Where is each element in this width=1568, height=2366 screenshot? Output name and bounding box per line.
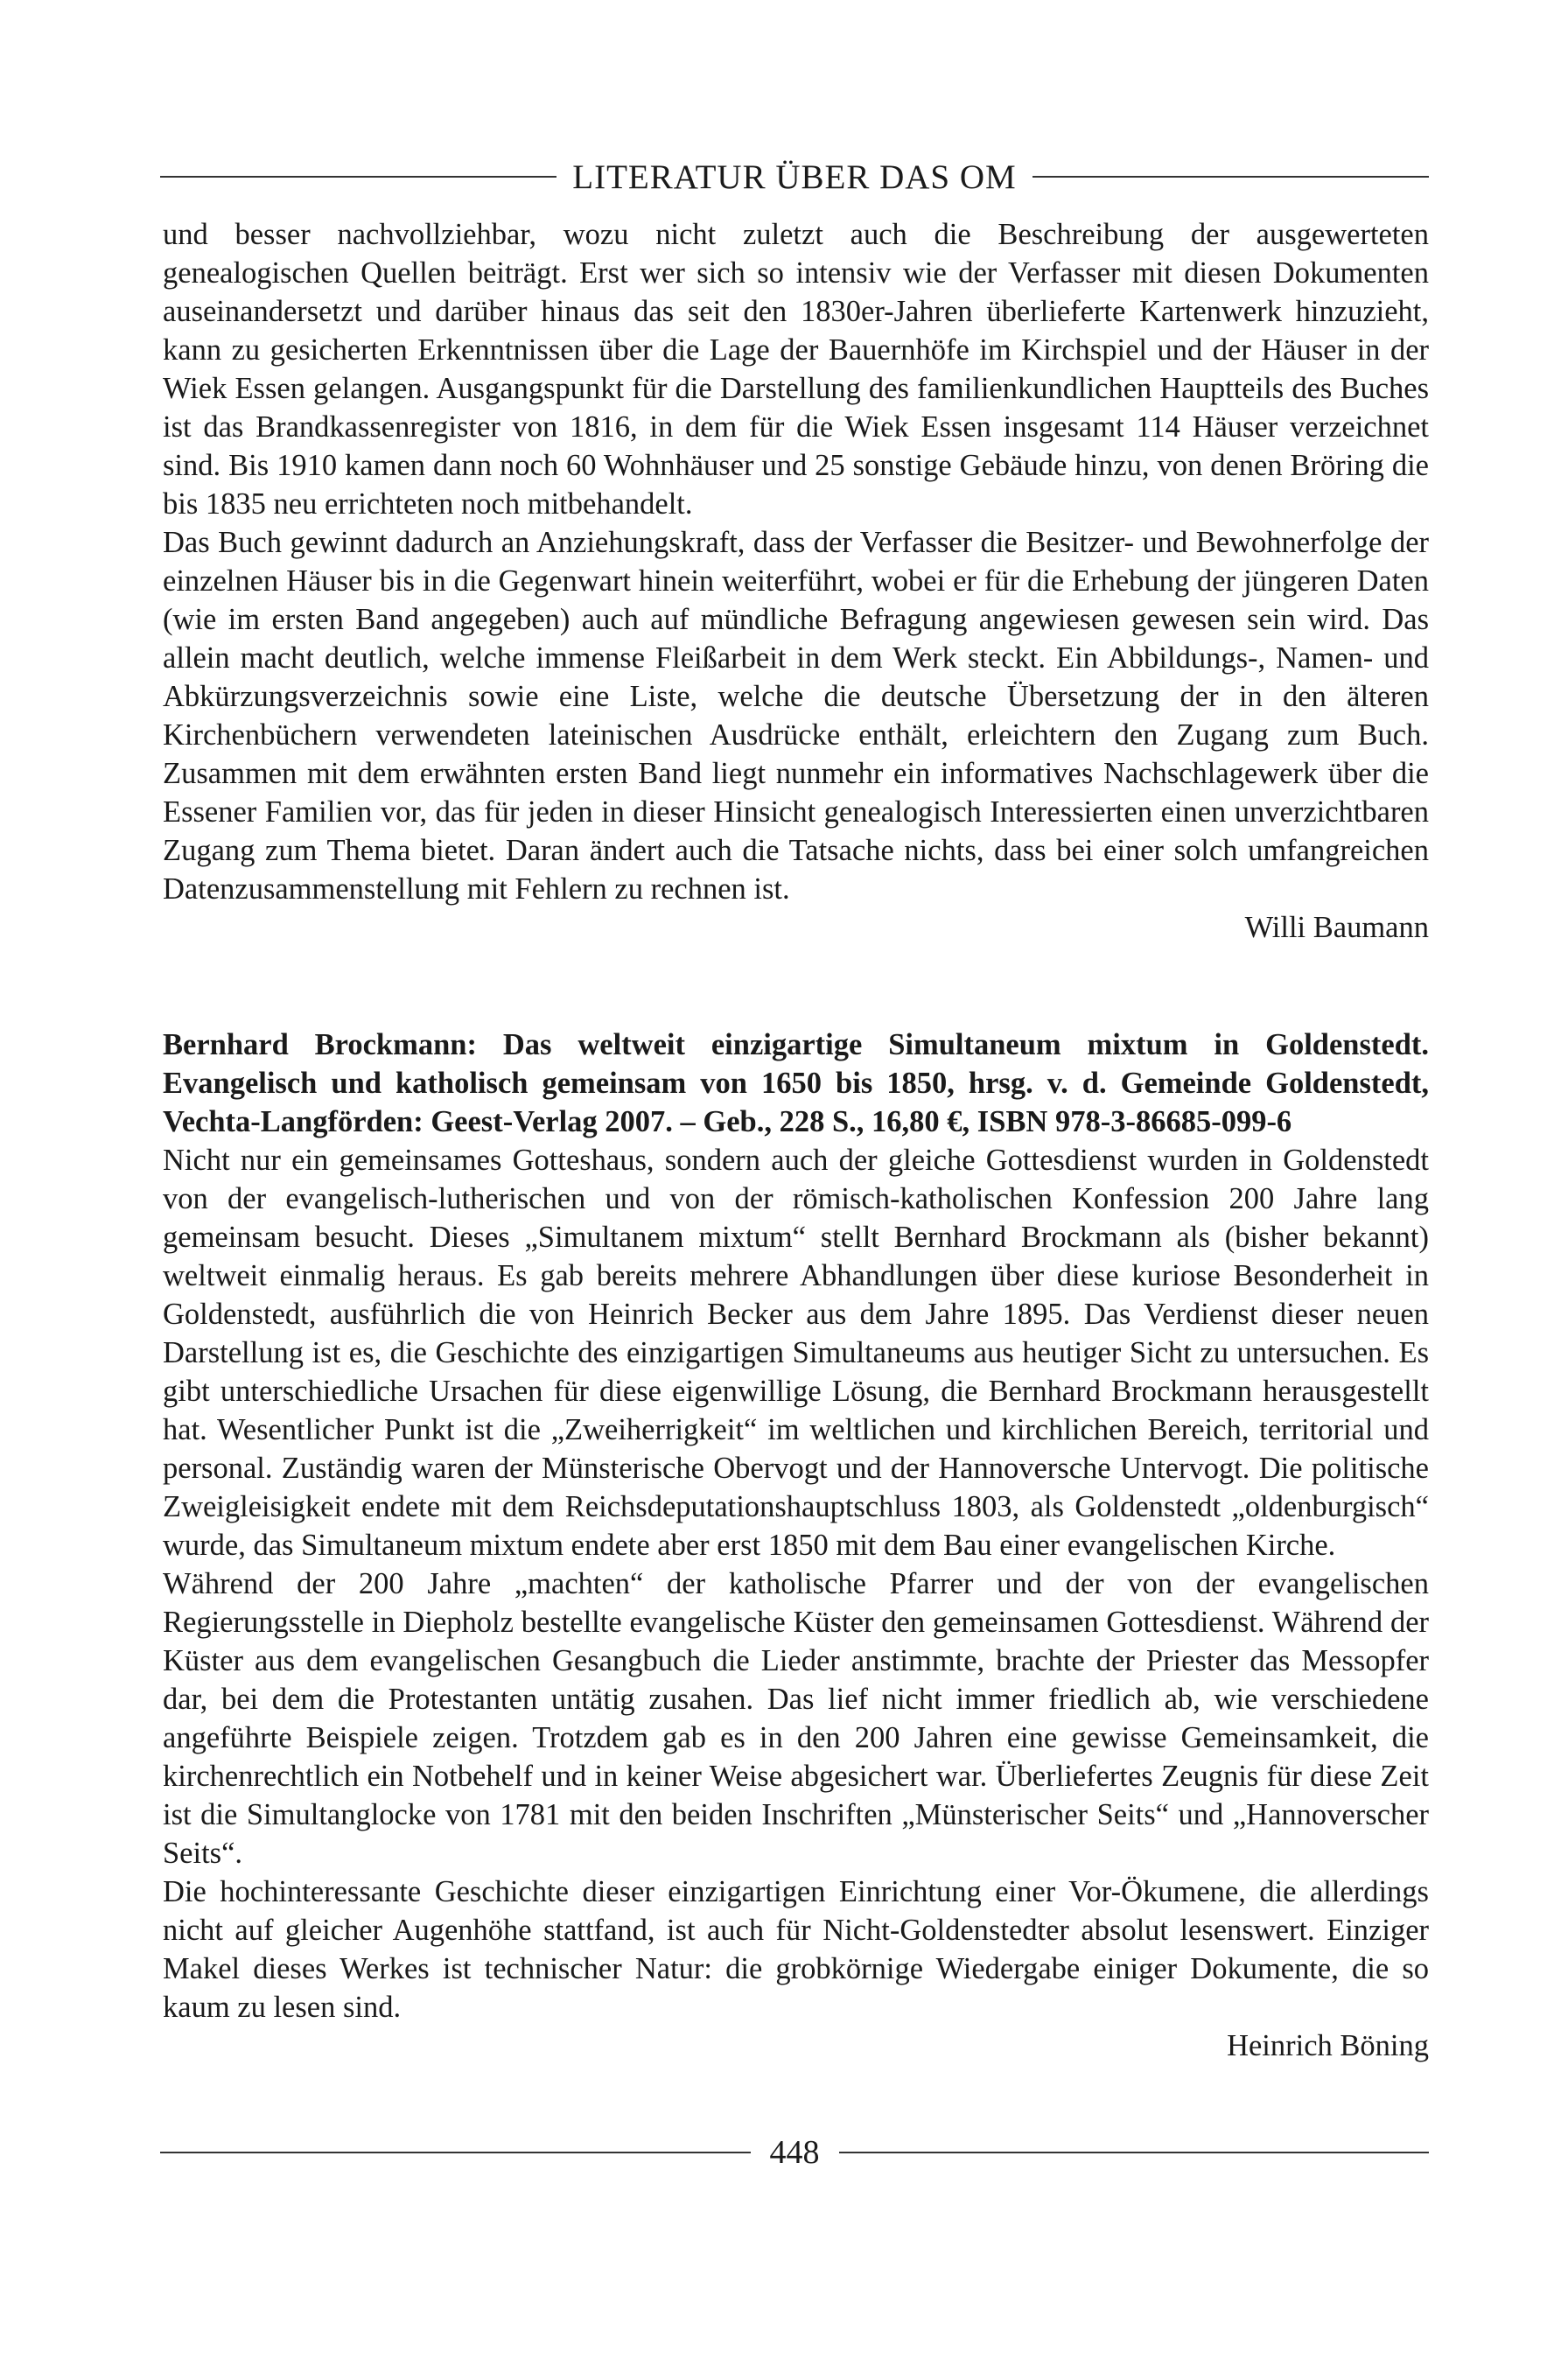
running-header-title: LITERATUR ÜBER DAS OM — [572, 158, 1017, 196]
header-rule-right — [1032, 176, 1429, 178]
review1-paragraph: und besser nachvollziehbar, wozu nicht zuletzt auch die Beschreibung der ausgewerteten genealogischen Quellen beiträgt. Erst wer sich so intensiv wie der Verfasser mit diesen Dokumenten auseinandersetzt und darüber hinaus das seit den 1830er-Jahren überlieferte Kartenwerk hinzuzieht, kann zu gesicherten Erkenntnissen über die Lage der Bauernhöfe im Kirchspiel und der Häuser in der Wiek Essen gelangen. Ausgangspunkt für die Darstellung des familienkundlichen Hauptteils des Buches ist das Brandkassenregister von 1816, in dem für die Wiek Essen insgesamt 114 Häuser verzeichnet sind. Bis 1910 kamen dann noch 60 Wohnhäuser und 25 sonstige Gebäude hinzu, von denen Bröring die bis 1835 neu errichteten noch mitbehandelt. — [163, 218, 1429, 521]
review1-paragraph: Das Buch gewinnt dadurch an Anziehungskraft, dass der Verfasser die Besitzer- und Bewohnerfolge der einzelnen Häuser bis in die Gegenwart hinein weiterführt, wobei er für die Erhebung der jüngeren Daten (wie im ersten Band angegeben) auch auf mündliche Befragung angewiesen gewesen sein wird. Das allein macht deutlich, welche immense Fleißarbeit in dem Werk steckt. Ein Abbildungs-, Namen- und Abkürzungsverzeichnis sowie eine Liste, welche die deutsche Übersetzung der in den älteren Kirchenbüchern verwendeten lateinischen Ausdrücke enthält, erleichtern den Zugang zum Buch. Zusammen mit dem erwähnten ersten Band liegt nunmehr ein informatives Nachschlagewerk über die Essener Familien vor, das für jeden in dieser Hinsicht genealogisch Interessierten einen unverzichtbaren Zugang zum Thema bietet. Daran ändert auch die Tatsache nichts, dass bei einer solch umfangreichen Datenzusammenstellung mit Fehlern zu rechnen ist. — [163, 526, 1429, 906]
review2-paragraph: Die hochinteressante Geschichte dieser einzigartigen Einrichtung einer Vor-Ökumene, die allerdings nicht auf gleicher Augenhöhe stattfand, ist auch für Nicht-Goldenstedter absolut lesenswert. Einziger Makel dieses Werkes ist technischer Natur: die grobkörnige Wiedergabe einiger Dokumente, die so kaum zu lesen sind. — [163, 1875, 1429, 2024]
header-rule-left — [160, 176, 556, 178]
page-footer — [160, 2128, 1429, 2177]
running-header — [160, 154, 1429, 200]
page-number: 448 — [769, 2134, 820, 2171]
review2-bibliographic-heading: Bernhard Brockmann: Das weltweit einzigartige Simultaneum mixtum in Goldenstedt. Evangelisch und katholisch gemeinsam von 1650 bis 1850, hrsg. v. d. Gemeinde Goldenstedt, Vechta-Langförden: Geest-Verlag 2007. – Geb., 228 S., 16,80 €, ISBN 978-3-86685-099-6 — [163, 1028, 1429, 1138]
footer-rule-left — [160, 2152, 751, 2153]
review2-paragraph: Während der 200 Jahre „machten“ der katholische Pfarrer und der von der evangelischen Regierungsstelle in Diepholz bestellte evangelische Küster den gemeinsamen Gottesdienst. Während der Küster aus dem evangelischen Gesangbuch die Lieder anstimmte, brachte der Priester das Messopfer dar, bei dem die Protestanten untätig zusahen. Das lief nicht immer friedlich ab, wie verschiedene angeführte Beispiele zeigen. Trotzdem gab es in den 200 Jahren eine gewisse Gemeinsamkeit, die kirchenrechtlich ein Notbehelf und in keiner Weise abgesichert war. Überliefertes Zeugnis für diese Zeit ist die Simultanglocke von 1781 mit den beiden Inschriften „Münsterischer Seits“ und „Hannoverscher Seits“. — [163, 1567, 1429, 1870]
review1-author: Willi Baumann — [1244, 911, 1429, 944]
footer-rule-right — [839, 2152, 1430, 2153]
review-willi-baumann — [163, 215, 1429, 947]
review-heinrich-boening — [163, 1026, 1429, 2065]
review2-paragraph: Nicht nur ein gemeinsames Gotteshaus, sondern auch der gleiche Gottesdienst wurden in Goldenstedt von der evangelisch-lutherischen und von der römisch-katholischen Konfession 200 Jahre lang gemeinsam besucht. Dieses „Simultanem mixtum“ stellt Bernhard Brockmann als (bisher bekannt) weltweit einmalig heraus. Es gab bereits mehrere Abhandlungen über diese kuriose Besonderheit in Goldenstedt, ausführlich die von Heinrich Becker aus dem Jahre 1895. Das Verdienst dieser neuen Darstellung ist es, die Geschichte des einzigartigen Simultaneums aus heutiger Sicht zu untersuchen. Es gibt unterschiedliche Ursachen für diese eigenwillige Lösung, die Bernhard Brockmann herausgestellt hat. Wesentlicher Punkt ist die „Zweiherrigkeit“ im weltlichen und kirchlichen Bereich, territorial und personal. Zuständig waren der Münsterische Obervogt und der Hannoversche Untervogt. Die politische Zweigleisigkeit endete mit dem Reichsdeputationshauptschluss 1803, als Goldenstedt „oldenburgisch“ wurde, das Simultaneum mixtum endete aber erst 1850 mit dem Bau einer evangelischen Kirche. — [163, 1144, 1429, 1562]
review2-author: Heinrich Böning — [1227, 2029, 1429, 2062]
